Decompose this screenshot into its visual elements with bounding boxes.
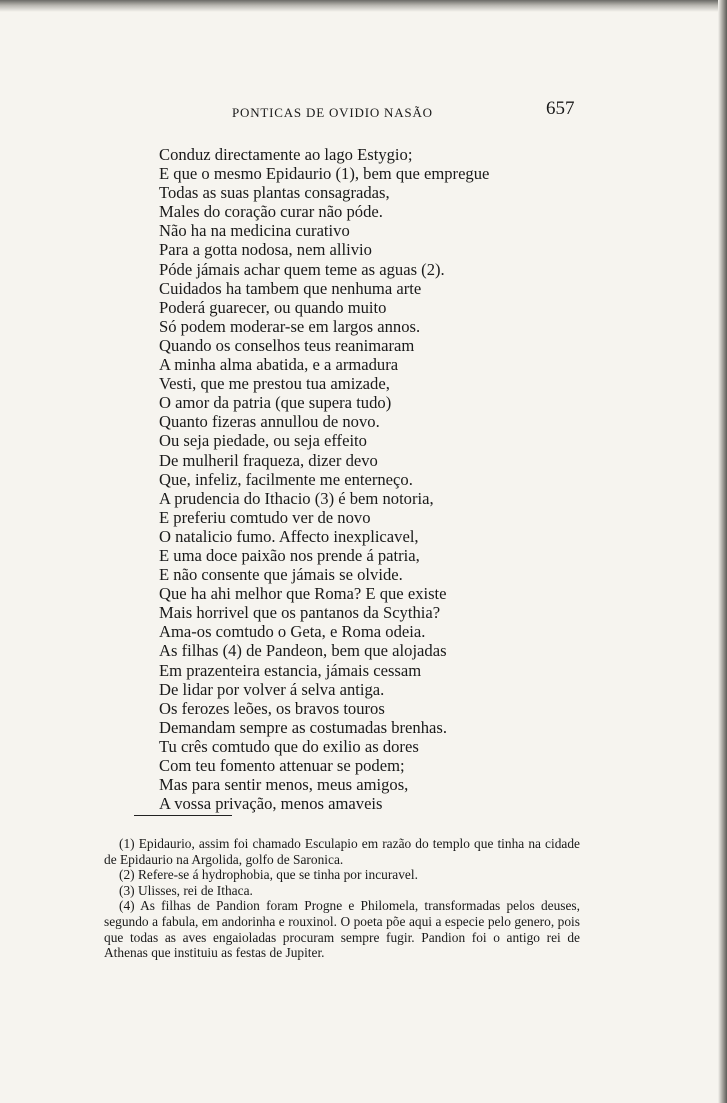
poem-line: Mas para sentir menos, meus amigos, [159,775,409,795]
poem-line: A prudencia do Ithacio (3) é bem notoria, [159,488,434,508]
page-number: 657 [546,98,575,119]
page-header [0,98,727,126]
footnotes [104,836,580,961]
poem-line: Cuidados ha tambem que nenhuma arte [159,278,422,298]
poem-text [159,145,579,813]
poem-line: E que o mesmo Epidaurio (1), bem que empregue [159,164,490,184]
poem-line: E preferiu comtudo ver de novo [159,507,371,527]
poem-line: Vesti, que me prestou tua amizade, [159,374,390,394]
footnote: (3) Ulisses, rei de Ithaca. [119,882,253,898]
poem-line: Tu crês comtudo que do exilio as dores [159,736,419,756]
poem-line: Demandam sempre as costumadas brenhas. [159,717,447,737]
poem-line: De lidar por volver á selva antiga. [159,679,385,699]
poem-line: Todas as suas plantas consagradas, [159,183,390,203]
footnote: (2) Refere-se á hydrophobia, que se tinha por incuravel. [119,867,418,883]
poem-line: Quanto fizeras annullou de novo. [159,412,380,432]
poem-line: E uma doce paixão nos prende á patria, [159,545,420,565]
poem-line: Males do coração curar não póde. [159,202,383,222]
footnote: (1) Epidaurio, assim foi chamado Esculapio em razão do templo que tinha na cidade de Epidaurio na Argolida, golfo de Saronica. [104,836,580,867]
poem-line: O amor da patria (que supera tudo) [159,393,392,413]
poem-line: Póde jámais achar quem teme as aguas (2). [159,259,445,279]
running-title: PONTICAS DE OVIDIO NASÃO [232,105,433,120]
poem-line: As filhas (4) de Pandeon, bem que alojadas [159,641,447,661]
poem-line: Só podem moderar-se em largos annos. [159,316,421,336]
poem-line: Que ha ahi melhor que Roma? E que existe [159,584,447,604]
poem-line: O natalicio fumo. Affecto inexplicavel, [159,526,419,546]
poem-line: Ama-os comtudo o Geta, e Roma odeia. [159,622,426,642]
footnote-separator [134,815,232,816]
poem-line: Quando os conselhos teus reanimaram [159,335,415,355]
poem-line: Poderá guarecer, ou quando muito [159,297,387,317]
poem-line: Que, infeliz, facilmente me enterneço. [159,469,413,489]
poem-line: Para a gotta nodosa, nem allivio [159,240,372,260]
footnote: (4) As filhas de Pandion foram Progne e Philomela, transformadas pelos deuses, segundo a fabula, em andorinha e rouxinol. O poeta põe aqui a especie pelo genero, pois que todas as aves engaioladas procuram sempre fugir. Pandion foi o antigo rei de Athenas que instituiu as festas de Jupiter. [104,898,580,961]
poem-line: Conduz directamente ao lago Estygio; [159,145,413,164]
poem-line: Não ha na medicina curativo [159,221,350,241]
poem-line: A vossa privação, menos amaveis [159,794,383,814]
page-top-edge-shadow [0,0,727,12]
poem-line: E não consente que jámais se olvide. [159,565,403,585]
poem-line: Com teu fomento attenuar se podem; [159,756,405,775]
poem-line: De mulheril fraqueza, dizer devo [159,450,378,470]
page-right-edge-shadow [718,0,727,1103]
poem-line: A minha alma abatida, e a armadura [159,355,399,375]
poem-line: Em prazenteira estancia, jámais cessam [159,660,422,680]
poem-line: Os ferozes leões, os bravos touros [159,698,385,718]
poem-line: Mais horrivel que os pantanos da Scythia? [159,603,441,623]
poem-line: Ou seja piedade, ou seja effeito [159,431,367,451]
